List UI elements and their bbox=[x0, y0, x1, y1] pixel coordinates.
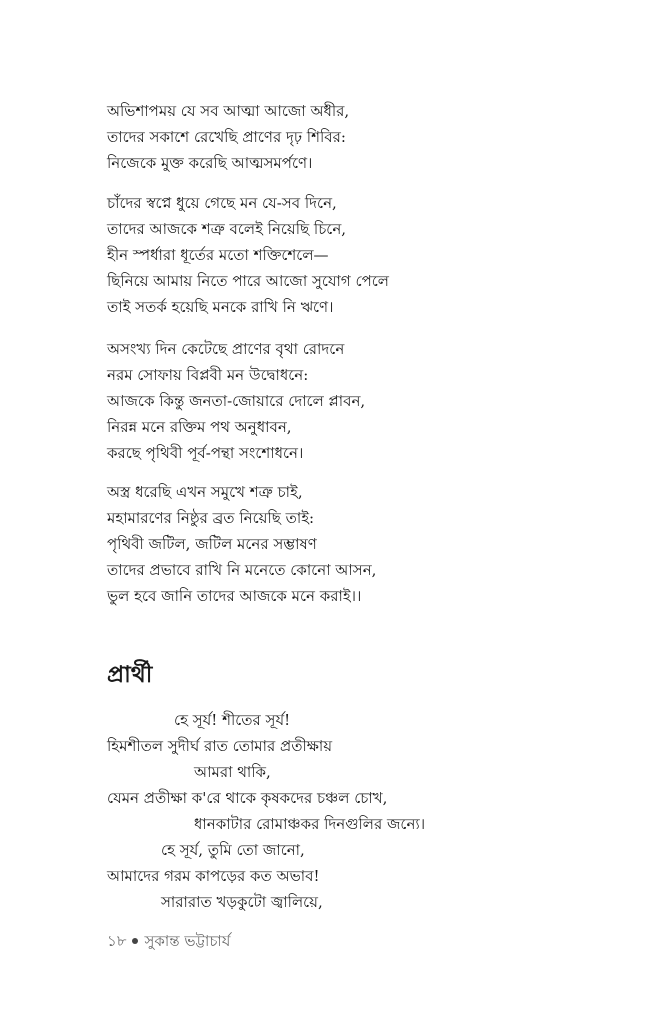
verse-line: পৃথিবী জটিল, জটিল মনের সম্ভাষণ bbox=[107, 535, 317, 553]
verse-line: আজকে কিন্তু জনতা-জোয়ারে দোলে প্লাবন, bbox=[107, 392, 366, 410]
verse-line: ধানকাটার রোমাঞ্চকর দিনগুলির জন্যে। bbox=[194, 815, 426, 833]
verse-line: সারারাত খড়কুটো জ্বালিয়ে, bbox=[161, 893, 323, 911]
verse-line: অভিশাপময় যে সব আত্মা আজো অধীর, bbox=[107, 102, 350, 120]
verse-line: করছে পৃথিবী পূর্ব-পন্থা সংশোধনে। bbox=[107, 444, 304, 462]
verse-line: অস্ত্র ধরেছি এখন সমুখে শত্রু চাই, bbox=[107, 483, 303, 501]
stanza-4 bbox=[107, 479, 627, 609]
verse-line: নিরন্ন মনে রক্তিম পথ অনুধাবন, bbox=[107, 418, 292, 436]
verse-line: হে সূর্য, তুমি তো জানো, bbox=[161, 841, 305, 859]
verse-line: ছিনিয়ে আমায় নিতে পারে আজো সুযোগ পেলে bbox=[107, 272, 389, 290]
verse-line: মহামারণের নিষ্ঠুর ব্রত নিয়েছি তাই: bbox=[107, 509, 315, 527]
verse-line: অসংখ্য দিন কেটেছে প্রাণের বৃথা রোদনে bbox=[107, 340, 345, 358]
verse-line: ভুল হবে জানি তাদের আজকে মনে করাই।। bbox=[107, 587, 362, 605]
verse-line: যেমন প্রতীক্ষা ক'রে থাকে কৃষকদের চঞ্চল চোখ, bbox=[107, 789, 388, 807]
poem2-body bbox=[107, 707, 627, 915]
verse-line: চাঁদের স্বপ্নে ধুয়ে গেছে মন যে-সব দিনে, bbox=[107, 194, 337, 212]
verse-line: তাদের আজকে শত্রু বলেই নিয়েছি চিনে, bbox=[107, 220, 347, 238]
verse-line: তাদের প্রভাবে রাখি নি মনেতে কোনো আসন, bbox=[107, 561, 377, 579]
verse-line: হিমশীতল সুদীর্ঘ রাত তোমার প্রতীক্ষায় bbox=[107, 737, 333, 755]
stanza-2 bbox=[107, 190, 627, 320]
verse-line: নরম সোফায় বিপ্লবী মন উদ্বোধনে: bbox=[107, 366, 309, 384]
verse-line: তাদের সকাশে রেখেছি প্রাণের দৃঢ় শিবির: bbox=[107, 128, 346, 146]
page-number: ১৮ bbox=[107, 932, 127, 950]
bullet-separator-icon bbox=[132, 938, 138, 944]
stanza-1 bbox=[107, 98, 627, 176]
verse-line: নিজেকে মুক্ত করেছি আত্মসমর্পণে। bbox=[107, 154, 313, 172]
verse-line: তাই সতর্ক হয়েছি মনকে রাখি নি ঋণে। bbox=[107, 298, 334, 316]
verse-line: আমাদের গরম কাপড়ের কত অভাব! bbox=[107, 867, 320, 885]
poem-title: প্রার্থী bbox=[107, 661, 153, 688]
verse-line: আমরা থাকি, bbox=[194, 763, 271, 781]
stanza-3 bbox=[107, 336, 627, 466]
author-name: সুকান্ত ভট্টাচার্য bbox=[144, 932, 231, 950]
verse-line: হে সূর্য! শীতের সূর্য! bbox=[174, 711, 291, 729]
verse-line: হীন স্পর্ধারা ধূর্তের মতো শক্তিশেলে— bbox=[107, 246, 329, 264]
page-footer bbox=[107, 930, 230, 952]
